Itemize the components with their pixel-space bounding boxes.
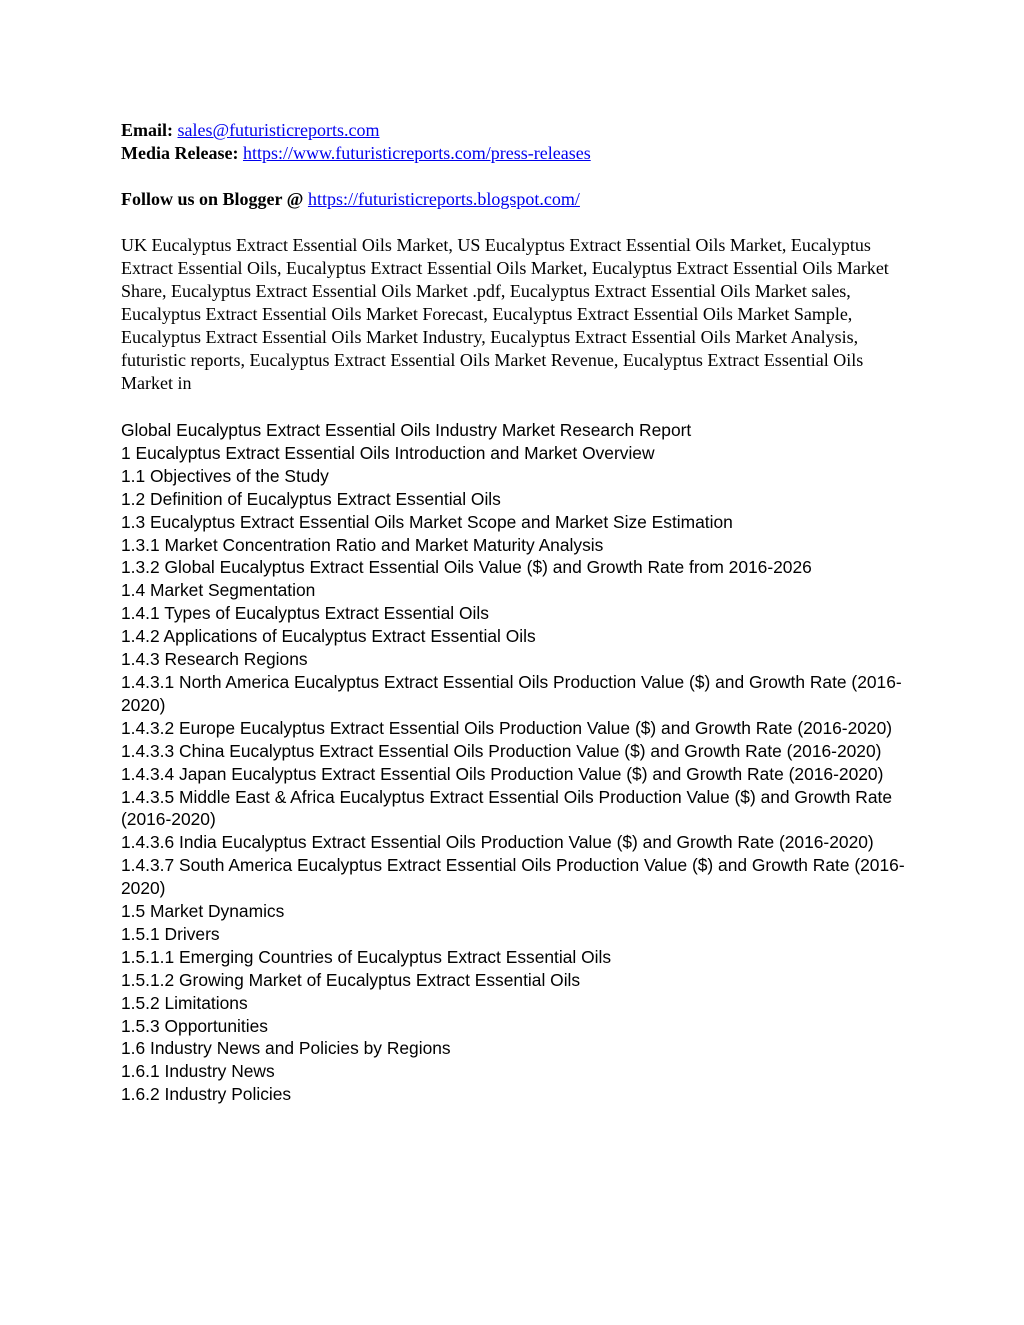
toc-entry: 1.2 Definition of Eucalyptus Extract Essential Oils — [121, 488, 501, 509]
keywords-paragraph: UK Eucalyptus Extract Essential Oils Market, US Eucalyptus Extract Essential Oils Market, Eucalyptus Extract Essential Oils, Eucalyptus Extract Essential Oils Market, Eucalyptus Extract Essential Oils Market Share, Eucalyptus Extract Essential Oils Market .pdf, Eucalyptus Extract Essential Oils Market sales, Eucalyptus Extract Essential Oils Market Forecast, Eucalyptus Extract Essential Oils Market Sample, Eucalyptus Extract Essential Oils Market Industry, Eucalyptus Extract Essential Oils Market Analysis, futuristic reports, Eucalyptus Extract Essential Oils Market Revenue, Eucalyptus Extract Essential Oils Market in — [121, 235, 889, 393]
toc-entry: 1.4.3.5 Middle East & Africa Eucalyptus Extract Essential Oils Production Value ($) and Growth Rate (2016-2020) — [121, 786, 893, 830]
toc-entry: 1 Eucalyptus Extract Essential Oils Introduction and Market Overview — [121, 442, 655, 463]
toc-entry: 1.6.1 Industry News — [121, 1061, 275, 1082]
toc-entry: 1.4.3.6 India Eucalyptus Extract Essential Oils Production Value ($) and Growth Rate (2016-2020) — [121, 832, 874, 853]
toc-entry: 1.5.3 Opportunities — [121, 1015, 268, 1036]
report-title: Global Eucalyptus Extract Essential Oils Industry Market Research Report — [121, 420, 692, 440]
media-release-link[interactable]: https://www.futuristicreports.com/press-releases — [242, 143, 591, 163]
toc-entry: 1.4.1 Types of Eucalyptus Extract Essential Oils — [121, 603, 489, 624]
blogger-line — [121, 188, 911, 211]
toc-entry: 1.5.1.1 Emerging Countries of Eucalyptus Extract Essential Oils — [121, 946, 612, 967]
toc-entry: 1.3.1 Market Concentration Ratio and Market Maturity Analysis — [121, 534, 604, 555]
toc-entry: 1.4.3.3 China Eucalyptus Extract Essential Oils Production Value ($) and Growth Rate (2016-2020) — [121, 740, 882, 761]
toc-entry: 1.6.2 Industry Policies — [121, 1084, 292, 1105]
toc-entry: 1.5 Market Dynamics — [121, 901, 285, 922]
email-line — [121, 119, 911, 142]
toc-entry: 1.5.2 Limitations — [121, 992, 248, 1013]
blogger-link[interactable]: https://futuristicreports.blogspot.com/ — [307, 189, 580, 209]
blogger-block — [121, 188, 911, 211]
document-page — [121, 119, 911, 1124]
toc-entry: 1.4 Market Segmentation — [121, 580, 316, 601]
toc-entry: 1.4.3.7 South America Eucalyptus Extract Essential Oils Production Value ($) and Growth Rate (2016-2020) — [121, 855, 905, 899]
toc-entry: 1.4.3.2 Europe Eucalyptus Extract Essential Oils Production Value ($) and Growth Rate (2016-2020) — [121, 717, 893, 738]
toc-entry: 1.4.3.4 Japan Eucalyptus Extract Essential Oils Production Value ($) and Growth Rate (2016-2020) — [121, 763, 884, 784]
toc-entry: 1.4.2 Applications of Eucalyptus Extract Essential Oils — [121, 626, 536, 647]
toc-entry: 1.4.3.1 North America Eucalyptus Extract Essential Oils Production Value ($) and Growth Rate (2016-2020) — [121, 671, 902, 715]
blogger-label: Follow us on Blogger @ — [121, 189, 304, 209]
toc-entry: 1.5.1.2 Growing Market of Eucalyptus Extract Essential Oils — [121, 969, 581, 990]
media-release-label: Media Release: — [121, 143, 239, 163]
email-label: Email: — [121, 120, 173, 140]
toc-entry: 1.1 Objectives of the Study — [121, 465, 329, 486]
media-release-line — [121, 142, 911, 165]
toc-entry: 1.4.3 Research Regions — [121, 649, 308, 670]
table-of-contents — [121, 419, 911, 1106]
toc-entry: 1.3 Eucalyptus Extract Essential Oils Market Scope and Market Size Estimation — [121, 511, 733, 532]
toc-entry: 1.5.1 Drivers — [121, 923, 220, 944]
toc-entry: 1.6 Industry News and Policies by Regions — [121, 1038, 451, 1059]
contact-block — [121, 119, 911, 165]
toc-entry: 1.3.2 Global Eucalyptus Extract Essential Oils Value ($) and Growth Rate from 2016-2026 — [121, 557, 812, 578]
email-link[interactable]: sales@futuristicreports.com — [177, 120, 380, 140]
